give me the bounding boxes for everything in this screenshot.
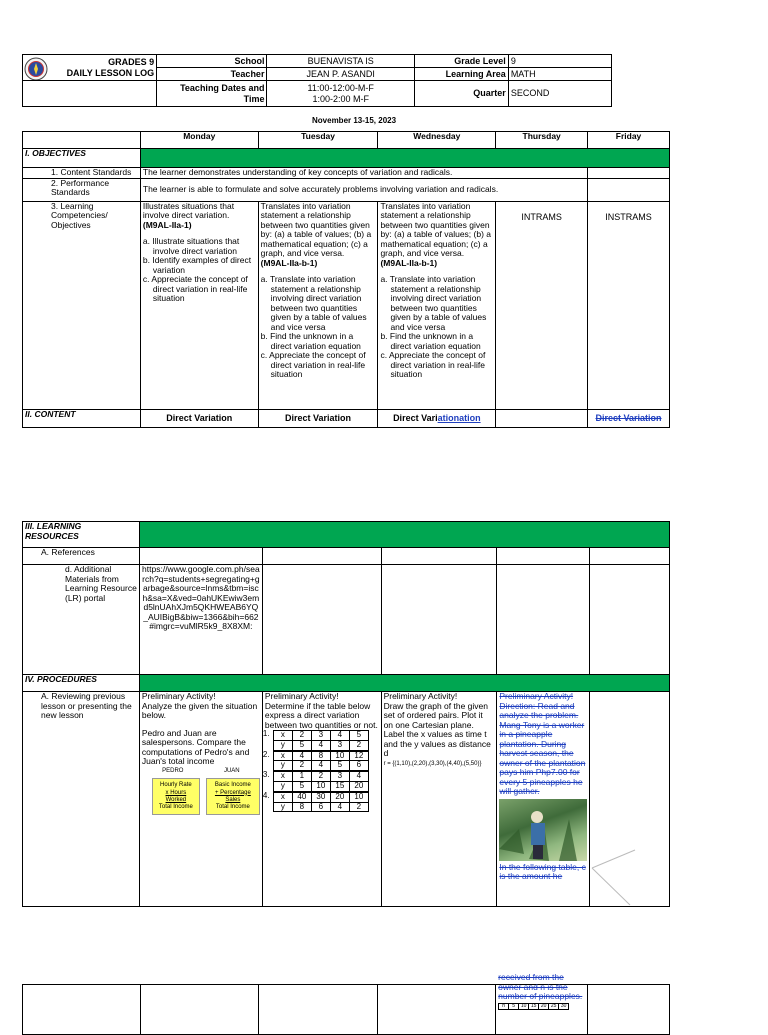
references-label: A. References — [23, 548, 140, 565]
content-standards-text: The learner demonstrates understanding of key concepts of variation and radicals. — [140, 168, 587, 179]
pineapple-table-cell: 30 — [559, 1003, 569, 1010]
monday-proc-text2: Pedro and Juan are salespersons. Compare the computations of Pedro's and Juan's total income — [141, 727, 250, 767]
tuesday-intro: Translates into variation statement a relationship between two quantities given by: (a) a table of values; (b) a mathematical equation; (c) a graph, and vice versa. — [260, 200, 372, 259]
learning-area-value: MATH — [508, 68, 611, 81]
y-cell: 8 — [292, 802, 311, 812]
monday-item: b. Identify examples of direct variation — [142, 255, 252, 275]
x-cell: x — [273, 772, 292, 782]
y-cell: 20 — [349, 782, 368, 792]
juan-box-line: Total Income — [215, 803, 250, 810]
annotation-strokes — [590, 820, 650, 910]
thursday-proc-text2: In the following table, c is the amount he — [499, 861, 586, 882]
resources-heading: III. LEARNING RESOURCES — [23, 522, 140, 548]
monday-item: c. Appreciate the concept of direct variation in real-life situation — [142, 274, 248, 304]
x-cell: 4 — [349, 772, 368, 782]
day-wednesday: Wednesday — [378, 132, 496, 149]
pineapple-table-cell: n — [499, 1003, 509, 1010]
resources-green-band — [139, 522, 669, 548]
pedro-box-line: Total Income — [158, 803, 193, 810]
thursday-intrams: INTRAMS — [496, 201, 588, 409]
x-cell: 10 — [330, 751, 349, 761]
thursday-proc-text: Preliminary Activity! Direction: Read and analyze the problem. Mang Tony is a worker in a pineapple plantation. During harvest season, the owner of the plantation pays him Php7.00 for every 5 pineapples he will gather. — [499, 691, 586, 797]
content-wednesday — [378, 409, 496, 427]
dates-value-2: 1:00-2:00 M-F — [312, 93, 369, 104]
pineapple-worker-photo — [499, 799, 587, 861]
monday-procedure — [139, 692, 262, 907]
procedures-heading: IV. PROCEDURES — [23, 675, 140, 692]
friday-intrams: INSTRAMS — [588, 201, 670, 409]
table-number: 4. — [262, 790, 270, 800]
resources-procedures-table — [22, 521, 670, 907]
thursday-procedure — [497, 692, 590, 907]
tuesday-proc-title: Preliminary Activity! — [264, 691, 339, 701]
wednesday-competency — [378, 201, 496, 409]
y-cell: 15 — [330, 782, 349, 792]
y-cell: 3 — [330, 740, 349, 750]
x-cell: 3 — [330, 772, 349, 782]
grade-level-label: Grade Level — [414, 55, 508, 68]
competencies-label: 3. Learning Competencies/ Objectives — [23, 201, 141, 409]
x-cell: x — [273, 751, 292, 761]
x-cell: 12 — [349, 751, 368, 761]
day-monday: Monday — [140, 132, 258, 149]
y-cell: 5 — [292, 740, 311, 750]
content-friday: Direct Variation — [588, 409, 670, 427]
performance-standards-label: 2. Performance Standards — [23, 178, 141, 201]
y-cell: 4 — [311, 740, 330, 750]
x-cell: x — [273, 731, 292, 741]
y-cell: 10 — [311, 782, 330, 792]
pedro-income-box — [152, 778, 200, 815]
x-cell: x — [273, 792, 292, 802]
performance-standards-text: The learner is able to formulate and solve accurately problems involving variation and radicals. — [140, 178, 587, 201]
wednesday-procedure — [381, 692, 497, 907]
content-standards-label: 1. Content Standards — [23, 168, 141, 179]
variation-table-1 — [262, 729, 379, 751]
y-cell: 4 — [311, 761, 330, 771]
tuesday-item: b. Find the unknown in a direct variation equation — [260, 331, 361, 351]
school-label: School — [157, 55, 267, 68]
objectives-green-band — [140, 149, 669, 168]
tuesday-item: c. Appreciate the concept of direct variation in real-life situation — [260, 350, 366, 380]
procedures-green-band — [139, 675, 669, 692]
table-number: 1. — [262, 729, 270, 739]
y-cell: 5 — [330, 761, 349, 771]
school-value: BUENAVISTA IS — [267, 55, 415, 68]
day-friday: Friday — [588, 132, 670, 149]
pedro-label: PEDRO — [162, 767, 184, 774]
x-cell: 10 — [349, 792, 368, 802]
content-tuesday: Direct Variation — [258, 409, 378, 427]
pedro-box-line: Hourly Rate — [160, 782, 192, 789]
y-cell: y — [273, 761, 292, 771]
y-cell: 6 — [349, 761, 368, 771]
day-tuesday: Tuesday — [258, 132, 378, 149]
wednesday-intro: Translates into variation statement a relationship between two quantities given by: (a) a table of values; (b) a mathematical equation; (c) a graph, and vice versa. — [380, 200, 491, 259]
x-cell: 20 — [330, 792, 349, 802]
table-number: 2. — [262, 749, 270, 759]
pineapple-table-cell: 15 — [529, 1003, 539, 1010]
juan-box-line: + Percentage Sales — [214, 789, 251, 803]
y-cell: 5 — [292, 782, 311, 792]
variation-table-3 — [262, 770, 379, 792]
day-thursday: Thursday — [496, 132, 588, 149]
wednesday-item: b. Find the unknown in a direct variation equation — [380, 331, 481, 351]
y-cell: y — [273, 740, 292, 750]
thursday-cont-text: received from the owner and n is the number of pineapples. — [498, 972, 583, 1002]
y-cell: y — [273, 782, 292, 792]
wednesday-proc-title: Preliminary Activity! — [383, 691, 458, 701]
quarter-value: SECOND — [508, 81, 611, 107]
objectives-heading: I. OBJECTIVES — [23, 149, 141, 168]
week-dates: November 13-15, 2023 — [312, 116, 397, 125]
content-monday: Direct Variation — [140, 409, 258, 427]
tuesday-item: a. Translate into variation statement a relationship involving direct variation between two quantities given by a table of values and vice versa — [260, 274, 367, 332]
x-cell: 30 — [311, 792, 330, 802]
monday-code: (M9AL-IIa-1) — [142, 219, 192, 230]
continuation-table — [22, 972, 670, 1035]
y-cell: 2 — [292, 761, 311, 771]
y-cell: 2 — [349, 802, 368, 812]
title-line2: DAILY LESSON LOG — [66, 67, 155, 78]
tuesday-procedure — [262, 692, 381, 907]
grade-level-value: 9 — [508, 55, 611, 68]
monday-competency — [140, 201, 258, 409]
tuesday-code: (M9AL-IIa-b-1) — [260, 257, 318, 268]
content-wednesday-a: Direct Vari — [393, 412, 438, 423]
juan-income-box — [206, 778, 260, 815]
x-cell: 2 — [311, 772, 330, 782]
x-cell: 8 — [311, 751, 330, 761]
variation-table-2 — [262, 749, 379, 772]
x-cell: 5 — [349, 731, 368, 741]
teacher-value: JEAN P. ASANDI — [267, 68, 415, 81]
thursday-continuation — [496, 972, 588, 1035]
y-cell: y — [273, 802, 292, 812]
monday-item: a. Illustrate situations that involve direct variation — [142, 236, 240, 256]
lesson-table — [22, 131, 670, 428]
juan-label: JUAN — [223, 767, 240, 774]
pineapple-table-cell: 25 — [549, 1003, 559, 1010]
pineapple-table-cell: 5 — [509, 1003, 519, 1010]
wednesday-item: c. Appreciate the concept of direct variation in real-life situation — [380, 350, 486, 380]
title-line1: GRADES 9 — [108, 57, 155, 68]
wednesday-proc-text: Draw the graph of the given set of ordered pairs. Plot it on one Cartesian plane. Label the x values as time t and the y values as distance d — [383, 700, 491, 759]
content-wednesday-b: ationation — [437, 412, 481, 423]
quarter-label: Quarter — [414, 81, 508, 107]
wednesday-item: a. Translate into variation statement a relationship involving direct variation between two quantities given by a table of values and vice versa — [380, 274, 487, 332]
pedro-box-line: x Hours Worked — [165, 789, 187, 803]
wednesday-ordered-pairs: r = {(1,10),(2,20),(3,30),(4,40),(5,50)} — [383, 760, 482, 767]
dates-value-1: 11:00-12:00-M-F — [307, 83, 374, 94]
learning-area-label: Learning Area — [414, 68, 508, 81]
monday-proc-title: Preliminary Activity! — [141, 691, 216, 701]
x-cell: 40 — [292, 792, 311, 802]
procedure-a-label: A. Reviewing previous lesson or presenting the new lesson — [23, 692, 140, 907]
y-cell: 6 — [311, 802, 330, 812]
x-cell: 4 — [292, 751, 311, 761]
pineapple-table-cell: 10 — [519, 1003, 529, 1010]
y-cell: 4 — [330, 802, 349, 812]
monday-proc-text: Analyze the given the situation below. — [141, 700, 258, 721]
y-cell: 2 — [349, 740, 368, 750]
header-table — [22, 54, 612, 107]
wednesday-code: (M9AL-IIa-b-1) — [380, 257, 438, 268]
teaching-dates-label: Teaching Dates and Time — [157, 81, 267, 107]
x-cell: 1 — [292, 772, 311, 782]
x-cell: 3 — [311, 731, 330, 741]
additional-materials-label: d. Additional Materials from Learning Resource (LR) portal — [23, 565, 140, 675]
teacher-label: Teacher — [157, 68, 267, 81]
variation-table-4 — [262, 790, 379, 813]
lr-portal-url[interactable]: https://www.google.com.ph/search?q=students+segregating+garbage&source=lnms&tbm=isch&sa=X&ved=0ahUKEwiw3emd5lnUAhXJm5QKHWEAB6YQ_AUIBigB&biw=1366&bih=662#imgrc=vuMlR5k9_8X8XM: — [139, 565, 262, 675]
monday-intro: Illustrates situations that involve direct variation. — [142, 200, 235, 221]
table-number: 3. — [262, 770, 270, 780]
pineapple-table-cell: 20 — [539, 1003, 549, 1010]
tuesday-proc-text: Determine if the table below express a direct variation between two quantities or not. — [264, 700, 378, 730]
juan-box-line: Basic Income — [214, 782, 251, 789]
x-cell: 4 — [330, 731, 349, 741]
tuesday-competency — [258, 201, 378, 409]
content-heading: II. CONTENT — [23, 409, 141, 427]
x-cell: 2 — [292, 731, 311, 741]
